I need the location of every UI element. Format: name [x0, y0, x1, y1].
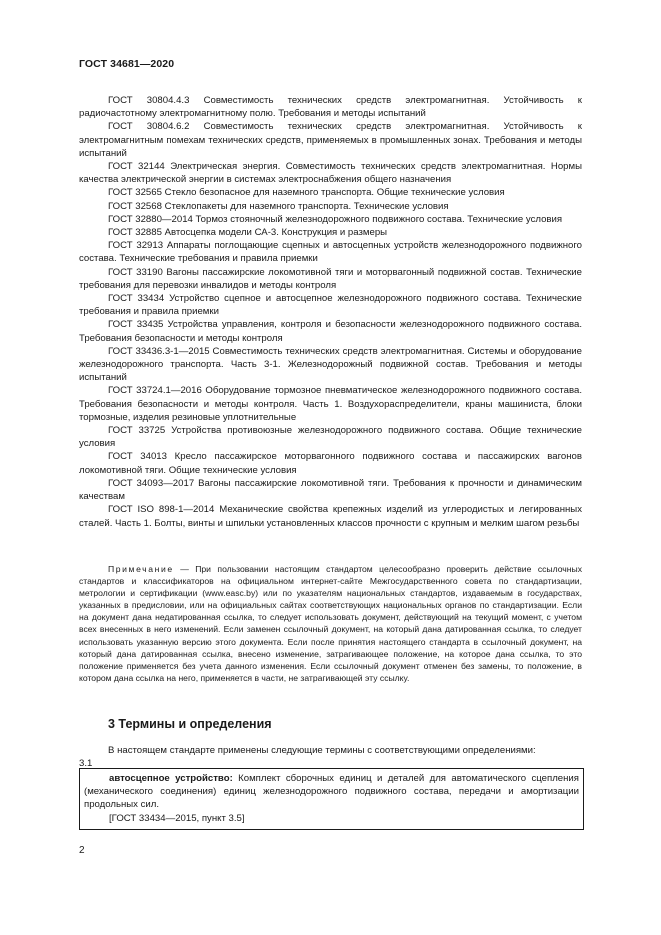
- note-lead: Примечание: [108, 564, 174, 574]
- page-number: 2: [79, 845, 85, 856]
- document-header: ГОСТ 34681—2020: [79, 58, 175, 70]
- note-text: — При пользовании настоящим стандартом целесообразно проверить действие ссылочных стандартов и классификаторов на официальном интернет-сайте Межгосударственного совета по стандартизации, метрологии и сертификации (www.easc.by) или по указателям национальных стандартов, издаваемым в государствах, указанных в предисловии, или на официальных сайтах соответствующих национальных органов по стандартизации. Если на документ дана недатированная ссылка, то следует использовать документ, действующий на текущий момент, с учетом всех внесенных в него изменений. Если заменен ссылочный документ, на который дана датированная ссылка, то следует использовать указанную версию этого документа. Если после принятия настоящего стандарта в ссылочный документ, на который дана датированная ссылка, внесено изменение, затрагивающее положение, на которое дана ссылка, то это положение применяется без учета данного изменения. Если ссылочный документ отменен без замены, то положение, в котором дана ссылка на него, применяется в части, не затрагивающей эту ссылку.: [79, 564, 582, 683]
- note-block: [79, 563, 582, 684]
- normative-references-list: [79, 94, 582, 530]
- reference-item: ГОСТ 32913 Аппараты поглощающие сцепных и автосцепных устройств железнодорожного подвижного состава. Технические требования и правила приемки: [79, 240, 582, 265]
- reference-item: ГОСТ 32565 Стекло безопасное для наземного транспорта. Общие технические условия: [108, 187, 505, 199]
- term-number: 3.1: [79, 758, 93, 770]
- reference-item: ГОСТ 34093—2017 Вагоны пассажирские локомотивной тяги. Требования к прочности и динамическим качествам: [79, 477, 582, 503]
- term-definition: [84, 772, 579, 812]
- reference-item: ГОСТ 32885 Автосцепка модели СА-3. Конструкция и размеры: [108, 227, 388, 239]
- term-name: автосцепное устройство:: [109, 773, 233, 784]
- reference-item: ГОСТ 32880—2014 Тормоз стояночный железнодорожного подвижного состава. Технические условия: [108, 213, 563, 225]
- note-paragraph: [79, 563, 582, 684]
- reference-item: ГОСТ 32144 Электрическая энергия. Совместимость технических средств электромагнитная. Нормы качества электрической энергии в системах электроснабжения общего назначения: [79, 161, 582, 186]
- section-title: 3 Термины и определения: [108, 717, 272, 731]
- definition-text: Комплект сборочных единиц и деталей для автоматического сцепления (механического соединения) единиц железнодорожного подвижного состава, передачи и амортизации продольных сил.: [84, 773, 579, 811]
- reference-item: ГОСТ 34013 Кресло пассажирское моторвагонного подвижного состава и пассажирских вагонов локомотивной тяги. Общие технические условия: [79, 451, 582, 476]
- reference-item: ГОСТ 33190 Вагоны пассажирские локомотивной тяги и моторвагонный подвижной состав. Технические требования для перевозки инвалидов и методы контроля: [79, 266, 582, 291]
- reference-item: ГОСТ ISO 898-1—2014 Механические свойства крепежных изделий из углеродистых и легированных сталей. Часть 1. Болты, винты и шпильки установленных классов прочности с крупным и мелким шагом резьбы: [79, 504, 582, 529]
- reference-item: ГОСТ 33724.1—2016 Оборудование тормозное пневматическое железнодорожного подвижного состава. Требования безопасности и методы контроля. Часть 1. Воздухораспределители, краны машиниста, блоки тормозные, изделия резиновые уплотнительные: [79, 385, 582, 423]
- term-definition-box: [79, 768, 584, 830]
- reference-item: ГОСТ 33725 Устройства противоюзные железнодорожного подвижного состава. Общие технические условия: [79, 425, 582, 450]
- reference-item: ГОСТ 30804.4.3 Совместимость технических средств электромагнитная. Устойчивость к радиочастотному электромагнитному полю. Требования и методы испытаний: [79, 95, 582, 120]
- reference-item: ГОСТ 33435 Устройства управления, контроля и безопасности железнодорожного подвижного состава. Требования безопасности и методы контроля: [79, 319, 582, 344]
- reference-item: ГОСТ 32568 Стеклопакеты для наземного транспорта. Технические условия: [108, 200, 449, 212]
- reference-item: ГОСТ 33436.3-1—2015 Совместимость технических средств электромагнитная. Системы и оборудование железнодорожного транспорта. Часть 3-1. Железнодорожный подвижной состав. Требования и методы испытаний: [79, 345, 582, 384]
- term-source: [ГОСТ 33434—2015, пункт 3.5]: [109, 812, 245, 824]
- intro-text: В настоящем стандарте применены следующие термины с соответствующими определениями:: [108, 745, 536, 756]
- section-intro: [79, 744, 582, 770]
- reference-item: ГОСТ 33434 Устройство сцепное и автосцепное железнодорожного подвижного состава. Технические требования и правила приемки: [79, 293, 582, 318]
- reference-item: ГОСТ 30804.6.2 Совместимость технических средств электромагнитная. Устойчивость к электромагнитным помехам технических средств, применяемых в промышленных зонах. Требования и методы испытаний: [79, 121, 582, 159]
